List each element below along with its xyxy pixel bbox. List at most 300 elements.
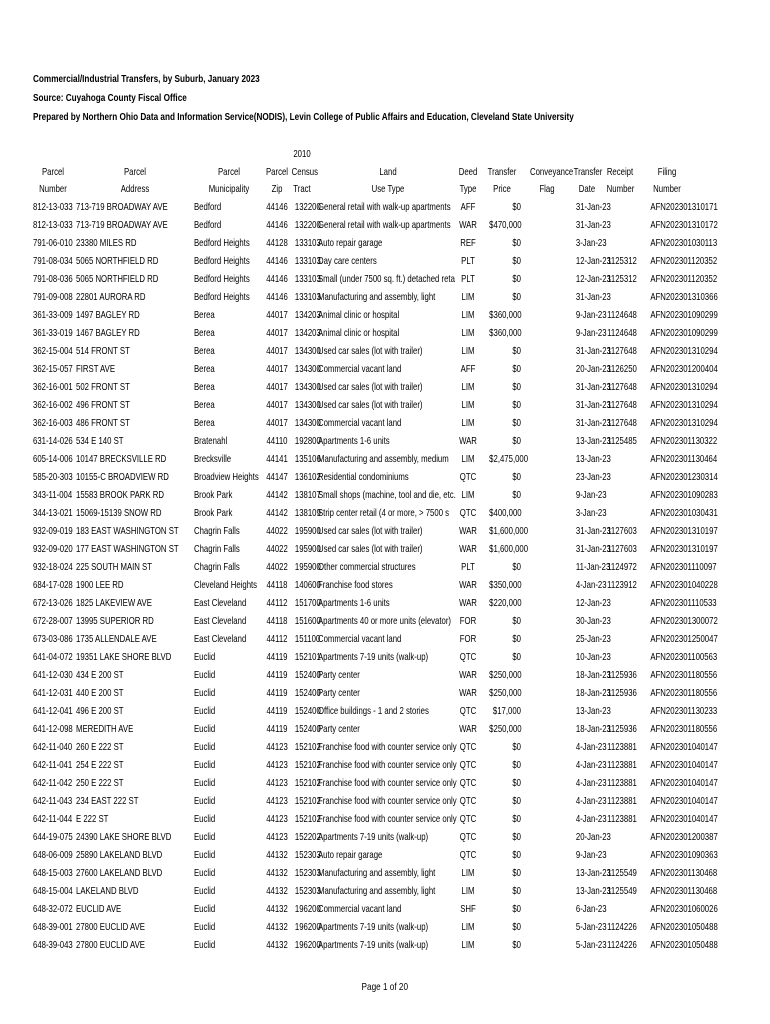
cell-municipality: Berea (194, 416, 215, 429)
cell-land-use: Apartments 7-19 units (walk-up) (318, 650, 429, 663)
cell-municipality: Euclid (194, 776, 216, 789)
cell-municipality: Euclid (194, 884, 216, 897)
cell-transfer-date: 9-Jan-23 (575, 488, 607, 501)
cell-municipality: Berea (194, 380, 215, 393)
cell-municipality: Euclid (194, 650, 216, 663)
table-row (0, 918, 770, 936)
cell-census-tract: 138107 (294, 488, 321, 501)
cell-receipt-number (607, 234, 631, 252)
table-row (0, 702, 770, 720)
cell-transfer-date: 12-Jan-23 (575, 596, 611, 609)
table-row (0, 540, 770, 558)
cell-parcel-number: 684-17-028 (33, 578, 73, 591)
table-row (0, 450, 770, 468)
cell-deed-type: WAR (459, 434, 477, 447)
cell-filing-number: AFN202301040147 (650, 776, 718, 789)
cell-land-use: Apartments 7-19 units (walk-up) (318, 830, 429, 843)
cell-transfer-date: 18-Jan-23 (575, 668, 611, 681)
column-header-deed-type: Type (459, 183, 477, 195)
cell-conveyance-flag (530, 360, 564, 378)
cell-filing-number: AFN202301180556 (650, 686, 718, 699)
column-header-transfer-date (574, 145, 601, 163)
cell-zip: 44022 (266, 560, 288, 573)
cell-parcel-number: 361-33-019 (33, 326, 73, 339)
cell-parcel-address: 183 EAST WASHINGTON ST (76, 524, 179, 537)
table-row (0, 270, 770, 288)
cell-deed-type: PLT (461, 272, 475, 285)
cell-municipality: Berea (194, 362, 215, 375)
cell-deed-type: WAR (459, 524, 477, 537)
cell-receipt-number: 1127648 (607, 416, 637, 429)
page-number: Page 1 of 20 (361, 981, 409, 993)
cell-parcel-number: 648-15-003 (33, 866, 73, 879)
cell-deed-type: AFF (460, 362, 476, 375)
table-header-row (0, 145, 770, 163)
cell-transfer-date: 3-Jan-23 (575, 506, 607, 519)
cell-municipality: Berea (194, 398, 215, 411)
cell-receipt-number: 1125549 (607, 884, 637, 897)
cell-land-use: Day care centers (318, 254, 377, 267)
cell-municipality: Euclid (194, 920, 216, 933)
cell-transfer-price: $1,600,000 (489, 542, 529, 555)
cell-land-use: Auto repair garage (318, 236, 383, 249)
cell-receipt-number: 1127648 (607, 398, 637, 411)
cell-conveyance-flag (530, 756, 564, 774)
cell-census-tract: 195900 (294, 524, 321, 537)
table-row (0, 810, 770, 828)
cell-census-tract: 136102 (294, 470, 321, 483)
cell-filing-number: AFN202301310294 (650, 398, 718, 411)
cell-receipt-number (607, 486, 631, 504)
cell-land-use: Commercial vacant land (318, 416, 402, 429)
cell-deed-type: LIM (461, 452, 475, 465)
cell-deed-type: AFF (460, 200, 476, 213)
cell-zip: 44142 (266, 488, 288, 501)
cell-zip: 44110 (266, 434, 288, 447)
cell-filing-number: AFN202301040147 (650, 812, 718, 825)
cell-census-tract: 152102 (294, 794, 321, 807)
cell-parcel-number: 791-09-008 (33, 290, 73, 303)
column-header-land-use: Land (379, 165, 397, 178)
cell-parcel-number: 641-12-098 (33, 722, 73, 735)
cell-zip: 44123 (266, 740, 288, 753)
cell-parcel-address: MEREDITH AVE (76, 722, 134, 735)
cell-conveyance-flag (530, 198, 564, 216)
cell-conveyance-flag (530, 612, 564, 630)
cell-zip: 44119 (266, 704, 288, 717)
cell-filing-number: AFN202301040228 (650, 578, 718, 591)
cell-transfer-date: 5-Jan-23 (575, 938, 607, 951)
cell-receipt-number (607, 828, 631, 846)
cell-census-tract: 134203 (294, 308, 321, 321)
cell-zip: 44112 (266, 596, 288, 609)
cell-census-tract: 134300 (294, 344, 321, 357)
cell-parcel-number: 932-09-020 (33, 542, 73, 555)
cell-parcel-address: 27800 EUCLID AVE (76, 938, 145, 951)
cell-zip: 44132 (266, 866, 288, 879)
cell-transfer-date: 4-Jan-23 (575, 578, 607, 591)
cell-conveyance-flag (530, 666, 564, 684)
cell-transfer-date: 3-Jan-23 (575, 236, 607, 249)
table-row (0, 504, 770, 522)
cell-land-use: Apartments 7-19 units (walk-up) (318, 938, 429, 951)
cell-land-use: Apartments 40 or more units (elevator) (318, 614, 452, 627)
column-header-receipt-number (607, 145, 634, 163)
cell-receipt-number: 1123881 (607, 758, 637, 771)
cell-land-use: Apartments 1-6 units (318, 434, 390, 447)
cell-parcel-address: 24390 LAKE SHORE BLVD (76, 830, 172, 843)
cell-conveyance-flag (530, 900, 564, 918)
cell-transfer-price: $0 (512, 416, 521, 429)
cell-filing-number: AFN202301050488 (650, 938, 718, 951)
column-header-filing-number: Number (653, 183, 681, 195)
cell-municipality: East Cleveland (194, 614, 247, 627)
cell-filing-number: AFN202301110097 (650, 560, 717, 573)
cell-municipality: Chagrin Falls (194, 542, 240, 555)
report-prepared-by: Prepared by Northern Ohio Data and Information Service(NODIS), Levin College of Public Affairs and Education, Cleveland State University (33, 111, 574, 123)
cell-deed-type: QTC (459, 704, 477, 717)
cell-zip: 44118 (266, 578, 288, 591)
cell-receipt-number (607, 630, 631, 648)
cell-municipality: Euclid (194, 830, 216, 843)
cell-receipt-number: 1124226 (607, 920, 637, 933)
cell-deed-type: QTC (459, 848, 477, 861)
cell-parcel-address: 25890 LAKELAND BLVD (76, 848, 163, 861)
cell-parcel-number: 791-08-034 (33, 254, 73, 267)
cell-zip: 44017 (266, 416, 288, 429)
cell-parcel-address: 1825 LAKEVIEW AVE (76, 596, 152, 609)
cell-receipt-number (607, 594, 631, 612)
cell-filing-number: AFN202301120352 (650, 272, 718, 285)
cell-filing-number: AFN202301310294 (650, 416, 718, 429)
table-row (0, 378, 770, 396)
cell-filing-number: AFN202301130468 (650, 884, 718, 897)
table-row (0, 666, 770, 684)
cell-parcel-number: 344-13-021 (33, 506, 73, 519)
cell-zip: 44118 (266, 614, 288, 627)
cell-deed-type: WAR (459, 578, 477, 591)
cell-receipt-number: 1123912 (607, 578, 637, 591)
cell-parcel-address: 15583 BROOK PARK RD (76, 488, 164, 501)
cell-zip: 44146 (266, 200, 288, 213)
column-header-parcel-number: Number (39, 183, 67, 195)
cell-land-use: Party center (318, 686, 360, 699)
cell-filing-number: AFN202301040147 (650, 794, 718, 807)
table-row (0, 396, 770, 414)
cell-municipality: Bedford Heights (194, 254, 250, 267)
cell-deed-type: LIM (461, 938, 475, 951)
cell-transfer-price: $470,000 (489, 218, 522, 231)
cell-transfer-date: 13-Jan-23 (575, 452, 611, 465)
cell-conveyance-flag (530, 234, 564, 252)
cell-transfer-price: $17,000 (492, 704, 521, 717)
cell-municipality: Bedford (194, 218, 222, 231)
cell-land-use: Franchise food with counter service only (318, 812, 457, 825)
cell-transfer-date: 31-Jan-23 (575, 524, 611, 537)
cell-transfer-price: $250,000 (489, 686, 522, 699)
cell-deed-type: WAR (459, 218, 477, 231)
cell-census-tract: 192800 (294, 434, 321, 447)
cell-parcel-address: 10147 BRECKSVILLE RD (76, 452, 167, 465)
cell-census-tract: 152303 (294, 884, 321, 897)
cell-parcel-number: 641-12-030 (33, 668, 73, 681)
table-row (0, 522, 770, 540)
cell-transfer-price: $0 (512, 380, 521, 393)
cell-parcel-number: 362-15-057 (33, 362, 73, 375)
cell-conveyance-flag (530, 486, 564, 504)
cell-parcel-number: 361-33-009 (33, 308, 73, 321)
cell-land-use: Used car sales (lot with trailer) (318, 380, 423, 393)
table-header-row (0, 163, 770, 181)
column-header-conveyance-flag: Conveyance (529, 165, 574, 178)
cell-census-tract: 132200 (294, 218, 321, 231)
cell-parcel-address: 713-719 BROADWAY AVE (76, 200, 168, 213)
table-header-row (0, 180, 770, 198)
cell-parcel-number: 605-14-006 (33, 452, 73, 465)
cell-deed-type: REF (460, 236, 476, 249)
cell-municipality: Euclid (194, 812, 216, 825)
cell-conveyance-flag (530, 288, 564, 306)
cell-receipt-number: 1125936 (607, 686, 637, 699)
cell-conveyance-flag (530, 828, 564, 846)
cell-transfer-date: 12-Jan-23 (575, 272, 611, 285)
cell-land-use: Small shops (machine, tool and die, etc. (318, 488, 456, 501)
cell-receipt-number: 1127648 (607, 380, 637, 393)
cell-parcel-address: 1735 ALLENDALE AVE (76, 632, 157, 645)
cell-parcel-address: 23380 MILES RD (76, 236, 137, 249)
cell-receipt-number (607, 504, 631, 522)
cell-census-tract: 134300 (294, 362, 321, 375)
cell-filing-number: AFN202301250047 (650, 632, 718, 645)
cell-transfer-date: 9-Jan-23 (575, 848, 607, 861)
column-header-deed-type (458, 145, 477, 163)
table-row (0, 468, 770, 486)
cell-filing-number: AFN202301060026 (650, 902, 718, 915)
table-row (0, 306, 770, 324)
cell-deed-type: WAR (459, 668, 477, 681)
cell-census-tract: 133103 (294, 254, 321, 267)
cell-deed-type: LIM (461, 488, 475, 501)
column-header-conveyance-flag (530, 145, 564, 163)
cell-parcel-address: 496 E 200 ST (76, 704, 124, 717)
cell-filing-number: AFN202301310197 (650, 542, 718, 555)
cell-land-use: Franchise food with counter service only (318, 740, 457, 753)
cell-filing-number: AFN202301180556 (650, 722, 718, 735)
column-header-transfer-price: Transfer (487, 165, 517, 178)
table-row (0, 594, 770, 612)
cell-receipt-number: 1125549 (607, 866, 637, 879)
cell-parcel-number: 644-19-075 (33, 830, 73, 843)
cell-zip: 44022 (266, 524, 288, 537)
cell-conveyance-flag (530, 270, 564, 288)
cell-transfer-date: 31-Jan-23 (575, 380, 611, 393)
cell-conveyance-flag (530, 216, 564, 234)
cell-parcel-number: 672-13-026 (33, 596, 73, 609)
cell-municipality: Euclid (194, 722, 216, 735)
column-header-transfer-price: Price (493, 183, 511, 195)
cell-deed-type: LIM (461, 416, 475, 429)
cell-parcel-address: FIRST AVE (76, 362, 116, 375)
table-row (0, 864, 770, 882)
cell-conveyance-flag (530, 792, 564, 810)
cell-municipality: Brook Park (194, 488, 233, 501)
cell-parcel-address: 27800 EUCLID AVE (76, 920, 145, 933)
cell-receipt-number: 1124226 (607, 938, 637, 951)
cell-filing-number: AFN202301050488 (650, 920, 718, 933)
cell-parcel-address: 486 FRONT ST (76, 416, 130, 429)
cell-filing-number: AFN202301030431 (650, 506, 718, 519)
table-row (0, 720, 770, 738)
column-header-transfer-price (487, 145, 517, 163)
cell-filing-number: AFN202301310171 (650, 200, 718, 213)
cell-parcel-number: 641-04-072 (33, 650, 73, 663)
table-row (0, 198, 770, 216)
cell-parcel-number: 791-06-010 (33, 236, 73, 249)
cell-parcel-address: 502 FRONT ST (76, 380, 130, 393)
cell-transfer-price: $0 (512, 740, 521, 753)
column-header-land-use: Use Type (371, 183, 405, 195)
cell-municipality: Euclid (194, 686, 216, 699)
table-row (0, 324, 770, 342)
cell-municipality: Euclid (194, 848, 216, 861)
cell-filing-number: AFN202301100563 (650, 650, 718, 663)
cell-deed-type: PLT (461, 254, 475, 267)
cell-land-use: Manufacturing and assembly, light (318, 866, 436, 879)
cell-zip: 44119 (266, 686, 288, 699)
cell-zip: 44022 (266, 542, 288, 555)
cell-transfer-date: 12-Jan-23 (575, 254, 611, 267)
cell-deed-type: LIM (461, 290, 475, 303)
cell-transfer-price: $0 (512, 758, 521, 771)
cell-parcel-address: 440 E 200 ST (76, 686, 124, 699)
column-header-municipality (203, 145, 255, 163)
cell-filing-number: AFN202301310172 (650, 218, 718, 231)
cell-parcel-address: 1900 LEE RD (76, 578, 124, 591)
cell-transfer-price: $0 (512, 920, 521, 933)
table-row (0, 360, 770, 378)
cell-deed-type: LIM (461, 344, 475, 357)
cell-transfer-price: $0 (512, 236, 521, 249)
table-row (0, 684, 770, 702)
cell-receipt-number (607, 468, 631, 486)
transfers-table (0, 145, 770, 954)
cell-conveyance-flag (530, 630, 564, 648)
cell-conveyance-flag (530, 540, 564, 558)
cell-land-use: Party center (318, 668, 360, 681)
cell-deed-type: QTC (459, 776, 477, 789)
cell-transfer-date: 20-Jan-23 (575, 830, 611, 843)
cell-deed-type: QTC (459, 830, 477, 843)
cell-receipt-number (607, 648, 631, 666)
table-row (0, 216, 770, 234)
cell-transfer-price: $0 (512, 470, 521, 483)
cell-transfer-price: $0 (512, 398, 521, 411)
cell-conveyance-flag (530, 558, 564, 576)
cell-parcel-address: 534 E 140 ST (76, 434, 124, 447)
cell-deed-type: QTC (459, 794, 477, 807)
cell-transfer-date: 23-Jan-23 (575, 470, 611, 483)
cell-zip: 44112 (266, 632, 288, 645)
cell-municipality: Euclid (194, 902, 216, 915)
cell-zip: 44017 (266, 326, 288, 339)
cell-zip: 44142 (266, 506, 288, 519)
cell-census-tract: 152303 (294, 866, 321, 879)
table-row (0, 738, 770, 756)
cell-parcel-address: 234 EAST 222 ST (76, 794, 139, 807)
cell-receipt-number (607, 198, 631, 216)
table-row (0, 846, 770, 864)
cell-transfer-price: $400,000 (489, 506, 522, 519)
cell-zip: 44128 (266, 236, 288, 249)
table-row (0, 234, 770, 252)
column-header-land-use (336, 145, 440, 163)
cell-parcel-address: 1497 BAGLEY RD (76, 308, 140, 321)
cell-transfer-date: 5-Jan-23 (575, 920, 607, 933)
cell-transfer-date: 31-Jan-23 (575, 416, 611, 429)
cell-parcel-address: 15069-15139 SNOW RD (76, 506, 162, 519)
cell-receipt-number (607, 702, 631, 720)
cell-parcel-number: 641-12-031 (33, 686, 73, 699)
column-header-parcel-number (38, 145, 68, 163)
column-header-zip: Parcel (265, 165, 289, 178)
table-row (0, 882, 770, 900)
cell-transfer-price: $0 (512, 776, 521, 789)
cell-transfer-date: 18-Jan-23 (575, 722, 611, 735)
cell-deed-type: FOR (459, 632, 477, 645)
cell-land-use: Strip center retail (4 or more, > 7500 s (318, 506, 450, 519)
table-row (0, 288, 770, 306)
cell-land-use: Commercial vacant land (318, 632, 402, 645)
cell-parcel-number: 362-16-002 (33, 398, 73, 411)
cell-parcel-address: 10155-C BROADVIEW RD (76, 470, 169, 483)
cell-transfer-date: 4-Jan-23 (575, 812, 607, 825)
cell-zip: 44123 (266, 794, 288, 807)
cell-conveyance-flag (530, 702, 564, 720)
cell-transfer-date: 13-Jan-23 (575, 866, 611, 879)
cell-transfer-date: 4-Jan-23 (575, 776, 607, 789)
cell-census-tract: 138109 (294, 506, 321, 519)
cell-transfer-price: $0 (512, 488, 521, 501)
cell-transfer-price: $0 (512, 434, 521, 447)
cell-receipt-number: 1124648 (607, 308, 637, 321)
cell-parcel-number: 672-28-007 (33, 614, 73, 627)
cell-filing-number: AFN202301200404 (650, 362, 718, 375)
cell-receipt-number (607, 216, 631, 234)
cell-filing-number: AFN202301040147 (650, 758, 718, 771)
cell-parcel-address: 514 FRONT ST (76, 344, 130, 357)
table-row (0, 630, 770, 648)
column-header-receipt-number: Number (606, 183, 635, 195)
cell-census-tract: 196200 (294, 938, 321, 951)
cell-conveyance-flag (530, 378, 564, 396)
cell-census-tract: 133103 (294, 236, 321, 249)
cell-parcel-number: 932-18-024 (33, 560, 73, 573)
cell-filing-number: AFN202301130322 (650, 434, 718, 447)
cell-land-use: Used car sales (lot with trailer) (318, 524, 423, 537)
cell-transfer-date: 11-Jan-23 (575, 560, 611, 573)
cell-municipality: Euclid (194, 866, 216, 879)
cell-zip: 44146 (266, 218, 288, 231)
cell-transfer-date: 13-Jan-23 (575, 434, 611, 447)
cell-zip: 44119 (266, 650, 288, 663)
cell-municipality: Bedford Heights (194, 236, 250, 249)
cell-census-tract: 195900 (294, 542, 321, 555)
cell-receipt-number: 1125936 (607, 668, 637, 681)
cell-transfer-price: $0 (512, 200, 521, 213)
cell-municipality: Euclid (194, 740, 216, 753)
column-header-parcel-number: Parcel (41, 165, 65, 178)
cell-municipality: Cleveland Heights (194, 578, 258, 591)
